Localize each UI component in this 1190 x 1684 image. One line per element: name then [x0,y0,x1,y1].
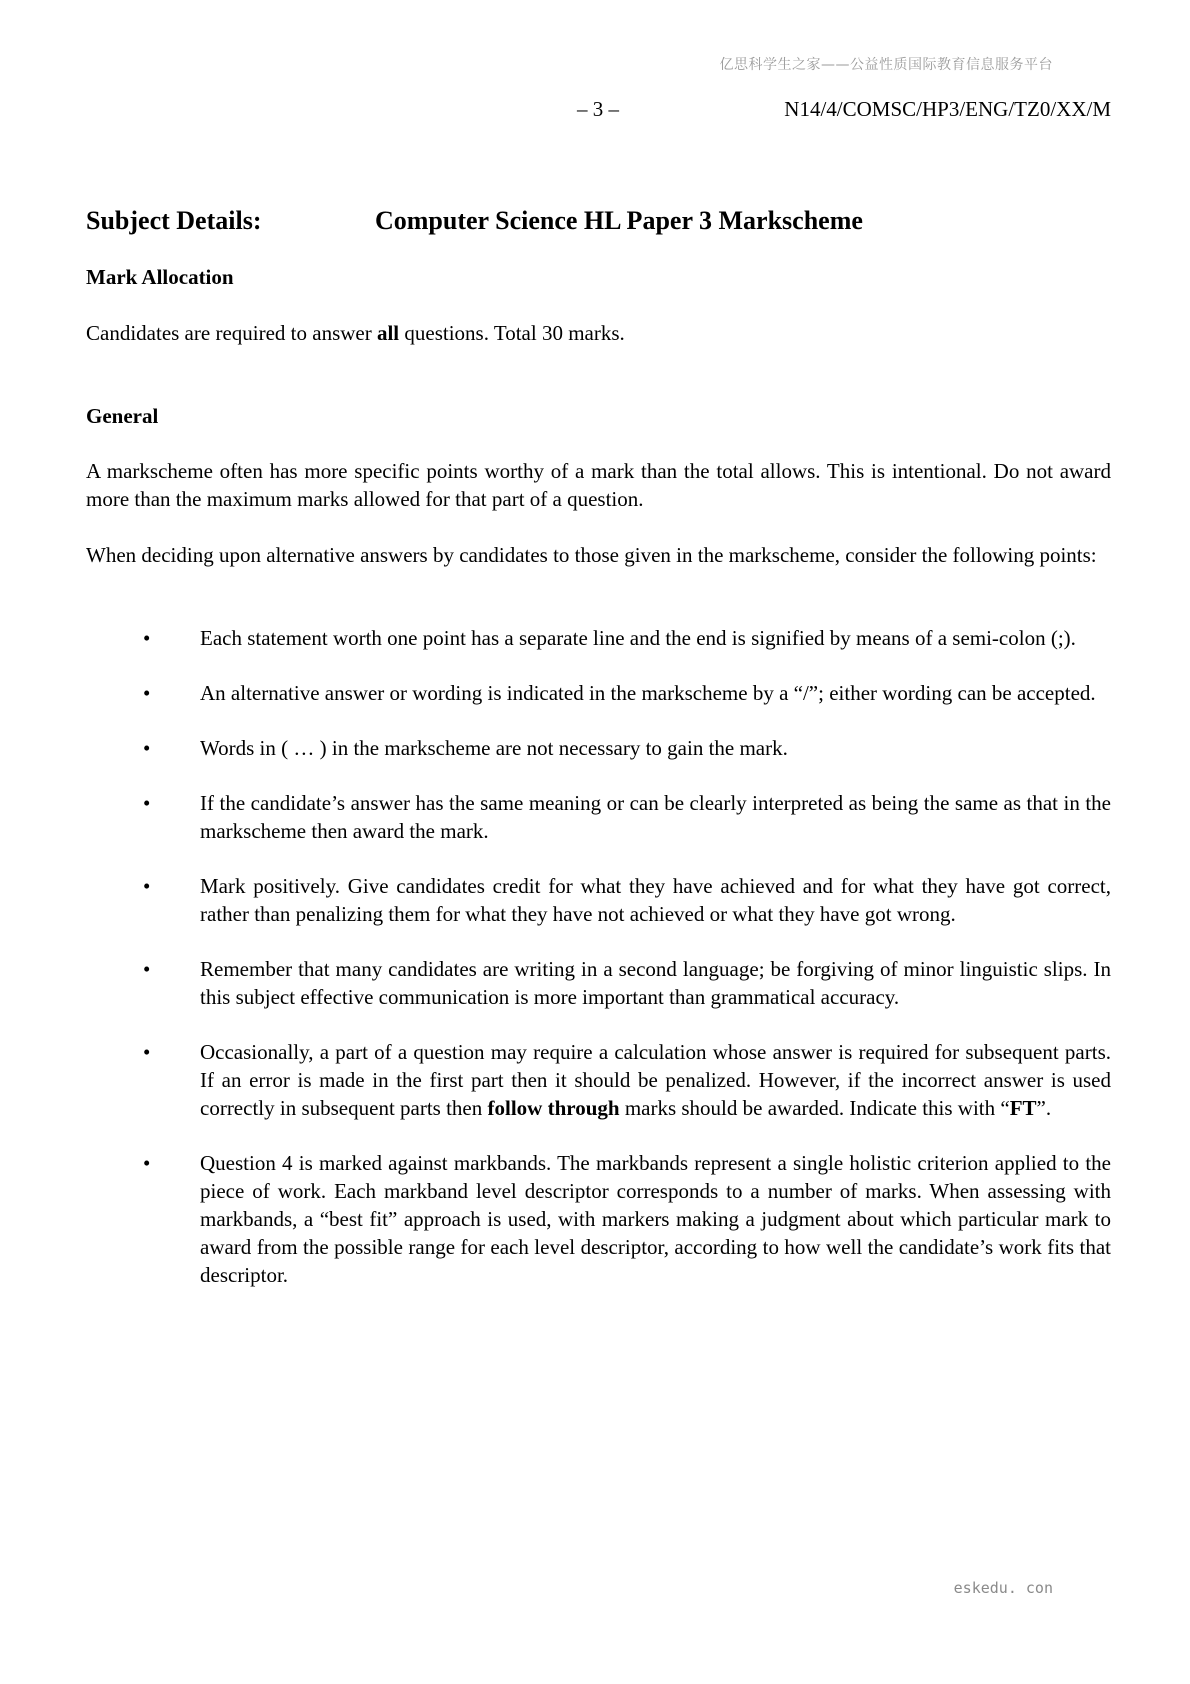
list-item [86,789,1111,845]
bullet-icon: • [143,1040,151,1064]
marking-guidelines-list [86,624,1111,1316]
bullet-icon: • [143,681,151,705]
mark-allocation-heading: Mark Allocation [86,265,234,289]
list-item-text: Each statement worth one point has a separate line and the end is signified by means of a semi-colon (;). [200,626,1076,650]
list-item-text-part: ”. [1036,1096,1052,1120]
mark-allocation-text [86,319,1111,347]
mark-allocation-bold: all [376,321,400,345]
general-paragraph-2: When deciding upon alternative answers by candidates to those given in the markscheme, consider the following points: [86,543,1097,567]
list-item-text: Mark positively. Give candidates credit for what they have achieved and for what they have got correct, rather than penalizing them for what they have not achieved or what they have got wrong. [200,874,1111,926]
mark-allocation-text-part: Candidates are required to answer [86,321,377,345]
list-item [86,1038,1111,1122]
watermark-bottom-text: eskedu. con [953,1579,1053,1597]
list-item [86,734,1111,762]
list-item [86,624,1111,652]
page-number: – 3 – [577,97,619,121]
list-item-text [200,1040,1111,1120]
bullet-icon: • [143,874,151,898]
follow-through-bold: follow through [487,1096,620,1120]
bullet-icon: • [143,626,151,650]
list-item-text: An alternative answer or wording is indicated in the markscheme by a “/”; either wording can be accepted. [200,681,1096,705]
bullet-icon: • [143,1151,151,1175]
bullet-icon: • [143,957,151,981]
list-item-text-part: Occasionally, a part of a question may require a calculation whose answer is required for subsequent parts. If an error is made in the first part then it should be penalized. However, if the incorrect answer is used correctly in subsequent parts then [200,1040,1111,1120]
mark-allocation-text-part: questions. Total 30 marks. [399,321,625,345]
subject-title: Computer Science HL Paper 3 Markscheme [375,206,863,235]
list-item-text: Remember that many candidates are writing in a second language; be forgiving of minor linguistic slips. In this subject effective communication is more important than grammatical accuracy. [200,957,1111,1009]
general-paragraph-1: A markscheme often has more specific points worthy of a mark than the total allows. This is intentional. Do not award more than the maximum marks allowed for that part of a question. [86,459,1111,511]
bullet-icon: • [143,791,151,815]
list-item [86,679,1111,707]
list-item [86,955,1111,1011]
list-item [86,872,1111,928]
general-heading: General [86,404,159,428]
list-item [86,1149,1111,1289]
list-item-text: Question 4 is marked against markbands. The markbands represent a single holistic criterion applied to the piece of work. Each markband level descriptor corresponds to a number of marks. When assessing with markbands, a “best fit” approach is used, with markers making a judgment about which particular mark to award from the possible range for each level descriptor, according to how well the candidate’s work fits that descriptor. [200,1151,1111,1287]
list-item-text-part: marks should be awarded. Indicate this with “ [619,1096,1010,1120]
watermark-top-text: 亿思科学生之家——公益性质国际教育信息服务平台 [719,57,1053,73]
subject-label: Subject Details: [86,206,262,235]
bullet-icon: • [143,736,151,760]
document-code: N14/4/COMSC/HP3/ENG/TZ0/XX/M [784,97,1111,121]
list-item-text: Words in ( … ) in the markscheme are not necessary to gain the mark. [200,736,788,760]
list-item-text: If the candidate’s answer has the same meaning or can be clearly interpreted as being the same as that in the markscheme then award the mark. [200,791,1111,843]
ft-bold: FT [1009,1096,1037,1120]
